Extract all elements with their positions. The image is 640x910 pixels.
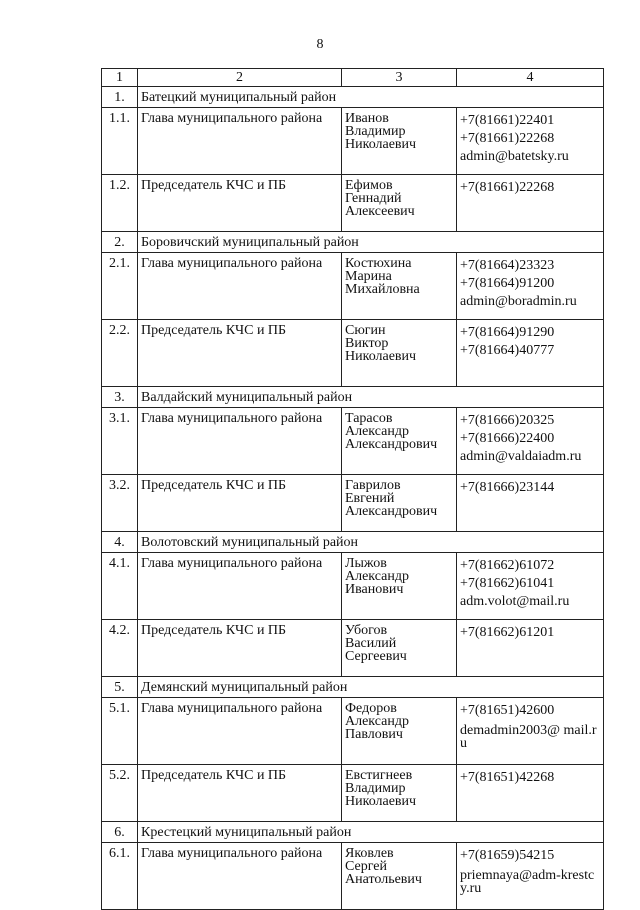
official-name-line: Николаевич [345,349,417,364]
official-row [102,175,604,232]
official-row [102,620,604,677]
official-name-line: Владимир [345,781,406,796]
official-number: 3.1. [102,408,138,475]
official-name-line: Николаевич [345,137,417,152]
district-number: 5. [102,677,138,698]
district-name: Боровичский муниципальный район [138,232,604,253]
official-name [342,108,457,175]
email-address: admin@boradmin.ru [460,294,577,309]
official-name-line: Александрович [345,504,438,519]
official-row [102,553,604,620]
official-row [102,765,604,822]
official-row [102,108,604,175]
official-name-line: Евгений [345,491,395,506]
official-contacts [457,175,604,232]
official-name-line: Костюхина [345,256,412,271]
official-number: 1.2. [102,175,138,232]
official-name-line: Михайловна [345,282,420,297]
official-name-line: Убогов [345,623,388,638]
official-name [342,320,457,387]
district-row [102,387,604,408]
official-number: 2.1. [102,253,138,320]
official-name-line: Гаврилов [345,478,401,493]
official-number: 4.1. [102,553,138,620]
official-name [342,253,457,320]
phone-number: +7(81651)42600 [460,703,555,718]
district-row [102,822,604,843]
official-name-line: Федоров [345,701,397,716]
official-name-line: Николаевич [345,794,417,809]
page-number: 8 [316,37,324,52]
official-name-line: Марина [345,269,392,284]
official-position: Председатель КЧС и ПБ [138,175,342,232]
email-address: demadmin2003@ mail.ru [460,723,597,751]
official-name [342,843,457,910]
district-name: Валдайский муниципальный район [138,387,604,408]
official-row [102,408,604,475]
official-contacts [457,698,604,765]
email-address: admin@valdaiadm.ru [460,449,582,464]
phone-number: +7(81664)91200 [460,276,555,291]
official-name [342,765,457,822]
official-contacts [457,475,604,532]
official-row [102,475,604,532]
district-name: Волотовский муниципальный район [138,532,604,553]
official-number: 6.1. [102,843,138,910]
official-position: Глава муниципального района [138,553,342,620]
official-position: Глава муниципального района [138,108,342,175]
district-number: 1. [102,87,138,108]
email-address: admin@batetsky.ru [460,149,569,164]
official-position: Председатель КЧС и ПБ [138,320,342,387]
official-contacts [457,253,604,320]
district-number: 3. [102,387,138,408]
official-name [342,553,457,620]
official-name-line: Сюгин [345,323,386,338]
district-number: 2. [102,232,138,253]
official-number: 3.2. [102,475,138,532]
official-name-line: Василий [345,636,397,651]
official-name-line: Ефимов [345,178,393,193]
official-name-line: Александр [345,424,409,439]
phone-number: +7(81666)22400 [460,431,555,446]
official-contacts [457,620,604,677]
official-contacts [457,408,604,475]
official-name [342,408,457,475]
official-row [102,253,604,320]
phone-number: +7(81661)22401 [460,113,555,128]
phone-number: +7(81662)61041 [460,576,555,591]
official-row [102,320,604,387]
official-name-line: Александр [345,714,409,729]
column-number-1: 1 [102,69,138,87]
district-row [102,87,604,108]
column-number-3: 3 [342,69,457,87]
official-position: Глава муниципального района [138,843,342,910]
column-number-row [102,69,604,87]
official-name-line: Тарасов [345,411,393,426]
official-position: Глава муниципального района [138,253,342,320]
official-name [342,698,457,765]
email-address: priemnaya@adm-krestcy.ru [460,868,595,896]
district-number: 4. [102,532,138,553]
district-name: Крестецкий муниципальный район [138,822,604,843]
official-name-line: Владимир [345,124,406,139]
official-name-line: Сергеевич [345,649,407,664]
official-name-line: Лыжов [345,556,387,571]
official-name-line: Иванович [345,582,404,597]
official-contacts [457,553,604,620]
phone-number: +7(81664)23323 [460,258,555,273]
official-position: Председатель КЧС и ПБ [138,765,342,822]
phone-number: +7(81666)20325 [460,413,555,428]
official-number: 2.2. [102,320,138,387]
official-name-line: Анатольевич [345,872,422,887]
official-name [342,175,457,232]
official-name-line: Сергей [345,859,387,874]
district-name: Батецкий муниципальный район [138,87,604,108]
district-row [102,677,604,698]
official-number: 1.1. [102,108,138,175]
district-name: Демянский муниципальный район [138,677,604,698]
official-name-line: Александр [345,569,409,584]
phone-number: +7(81666)23144 [460,480,555,495]
official-name [342,475,457,532]
official-name-line: Александрович [345,437,438,452]
official-name-line: Геннадий [345,191,402,206]
official-row [102,698,604,765]
official-name-line: Евстигнеев [345,768,413,783]
phone-number: +7(81661)22268 [460,180,555,195]
column-number-4: 4 [457,69,604,87]
phone-number: +7(81661)22268 [460,131,555,146]
official-number: 5.2. [102,765,138,822]
official-name-line: Алексеевич [345,204,415,219]
official-position: Председатель КЧС и ПБ [138,620,342,677]
official-name-line: Иванов [345,111,389,126]
phone-number: +7(81662)61201 [460,625,555,640]
email-address: adm.volot@mail.ru [460,594,570,609]
official-number: 4.2. [102,620,138,677]
phone-number: +7(81659)54215 [460,848,555,863]
official-position: Глава муниципального района [138,408,342,475]
official-name-line: Виктор [345,336,389,351]
official-position: Председатель КЧС и ПБ [138,475,342,532]
official-position: Глава муниципального района [138,698,342,765]
official-contacts [457,843,604,910]
official-contacts [457,765,604,822]
district-row [102,532,604,553]
official-name [342,620,457,677]
official-number: 5.1. [102,698,138,765]
official-name-line: Яковлев [345,846,394,861]
contacts-table [101,68,604,910]
official-name-line: Павлович [345,727,403,742]
official-contacts [457,108,604,175]
district-row [102,232,604,253]
official-row [102,843,604,910]
contacts-table-body [102,69,604,910]
official-contacts [457,320,604,387]
phone-number: +7(81664)40777 [460,343,555,358]
district-number: 6. [102,822,138,843]
phone-number: +7(81651)42268 [460,770,555,785]
phone-number: +7(81662)61072 [460,558,555,573]
column-number-2: 2 [138,69,342,87]
phone-number: +7(81664)91290 [460,325,555,340]
